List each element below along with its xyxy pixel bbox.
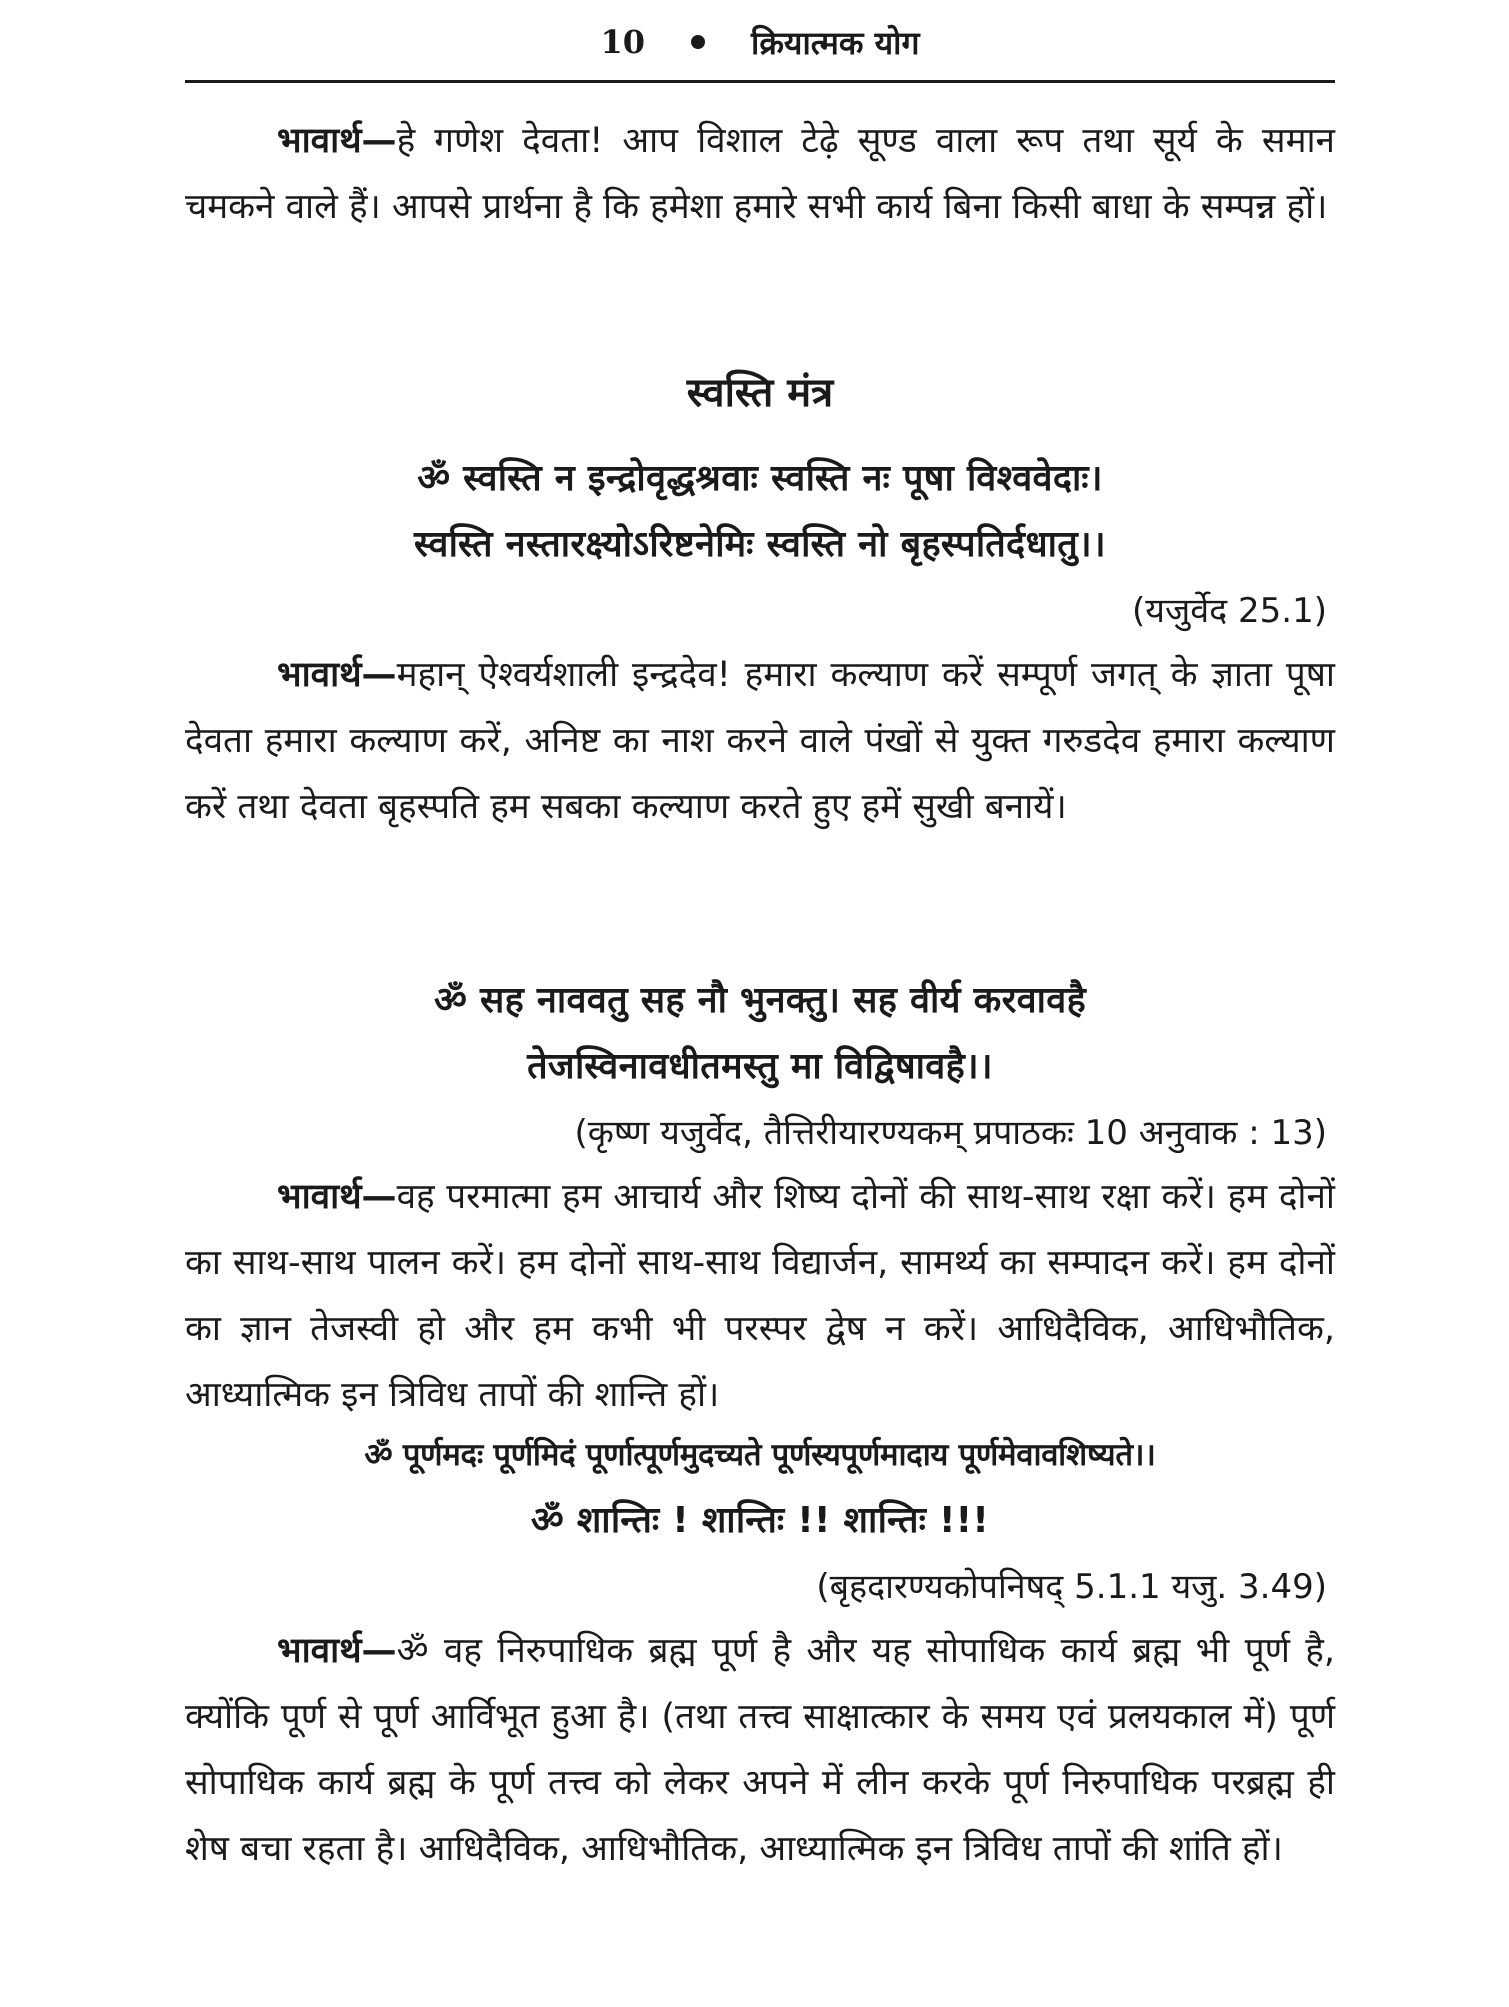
bhavarth-label: भावार्थ—	[277, 1631, 397, 1671]
mantra-line: ॐ शान्तिः ! शान्तिः !! शान्तिः !!!	[530, 1500, 990, 1541]
purna-bhavarth-paragraph	[185, 1618, 1335, 1882]
bhavarth-text: वह परमात्मा हम आचार्य और शिष्य दोनों की साथ-साथ रक्षा करें। हम दोनों का साथ-साथ पालन करें। हम दोनों साथ-साथ विद्यार्जन, सामर्थ्य का सम्पादन करें। हम दोनों का ज्ञान तेजस्वी हो और हम कभी भी परस्पर द्वेष न करें। आधिदैविक, आधिभौतिक, आध्यात्मिक इन त्रिविध तापों की शान्ति हों।	[185, 1177, 1335, 1415]
purna-mantra-block	[185, 1422, 1335, 1620]
mantra-citation: (कृष्ण यजुर्वेद, तैत्तिरीयारण्यकम् प्रपाठकः 10 अनुवाक : 13)	[574, 1113, 1327, 1153]
saha-mantra-block	[185, 968, 1335, 1166]
page-number: 10	[600, 23, 646, 61]
swasti-bhavarth-paragraph	[185, 642, 1335, 840]
mantra-citation: (बृहदारण्यकोपनिषद् 5.1.1 यजु. 3.49)	[816, 1567, 1327, 1607]
saha-bhavarth-block	[185, 1164, 1335, 1428]
bullet-separator-icon	[691, 35, 705, 49]
bhavarth-label: भावार्थ—	[277, 121, 397, 161]
saha-bhavarth-paragraph	[185, 1164, 1335, 1428]
bhavarth-label: भावार्थ—	[277, 655, 397, 695]
mantra-line: ॐ पूर्णमदः पूर्णमिदं पूर्णात्पूर्णमुदच्यते पूर्णस्यपूर्णमादाय पूर्णमेवावशिष्यते।।	[364, 1437, 1156, 1473]
section-heading: स्वस्ति मंत्र	[686, 370, 834, 416]
bhavarth-text: हे गणेश देवता! आप विशाल टेढ़े सूण्ड वाला रूप तथा सूर्य के समान चमकने वाले हैं। आपसे प्रार्थना है कि हमेशा हमारे सभी कार्य बिना किसी बाधा के सम्पन्न हों।	[185, 121, 1335, 227]
mantra-line: स्वस्ति नस्तारक्ष्योऽरिष्टनेमिः स्वस्ति नो बृहस्पतिर्दधातु।।	[414, 524, 1106, 565]
swasti-heading-block	[185, 360, 1335, 426]
swasti-mantra-block	[185, 446, 1335, 644]
mantra-line: तेजस्विनावधीतमस्तु मा विद्विषावहै।।	[527, 1046, 993, 1087]
book-title: क्रियात्मक योग	[751, 23, 920, 62]
bhavarth-text: महान् ऐश्वर्यशाली इन्द्रदेव! हमारा कल्याण करें सम्पूर्ण जगत् के ज्ञाता पूषा देवता हमारा कल्याण करें, अनिष्ट का नाश करने वाले पंखों से युक्त गरुडदेव हमारा कल्याण करें तथा देवता बृहस्पति हम सबका कल्याण करते हुए हमें सुखी बनायें।	[185, 655, 1335, 827]
header-rule	[185, 80, 1335, 83]
mantra-citation: (यजुर्वेद 25.1)	[1132, 591, 1327, 631]
purna-bhavarth-block	[185, 1618, 1335, 1882]
swasti-bhavarth-block	[185, 642, 1335, 840]
mantra-line: ॐ सह नाववतु सह नौ भुनक्तु। सह वीर्य करवावहै	[433, 980, 1087, 1021]
mantra-line: ॐ स्वस्ति न इन्द्रोवृद्धश्रवाः स्वस्ति नः पूषा विश्ववेदाः।	[417, 458, 1103, 499]
intro-bhavarth-block	[185, 108, 1335, 240]
bhavarth-label: भावार्थ—	[277, 1177, 397, 1217]
bhavarth-text: ॐ वह निरुपाधिक ब्रह्म पूर्ण है और यह सोपाधिक कार्य ब्रह्म भी पूर्ण है, क्योंकि पूर्ण से पूर्ण आर्विभूत हुआ है। (तथा तत्त्व साक्षात्कार के समय एवं प्रलयकाल में) पूर्ण सोपाधिक कार्य ब्रह्म के पूर्ण तत्त्व को लेकर अपने में लीन करके पूर्ण निरुपाधिक परब्रह्म ही शेष बचा रहता है। आधिदैविक, आधिभौतिक, आध्यात्मिक इन त्रिविध तापों की शांति हों।	[185, 1631, 1335, 1869]
page-header	[185, 20, 1335, 64]
intro-bhavarth-paragraph	[185, 108, 1335, 240]
